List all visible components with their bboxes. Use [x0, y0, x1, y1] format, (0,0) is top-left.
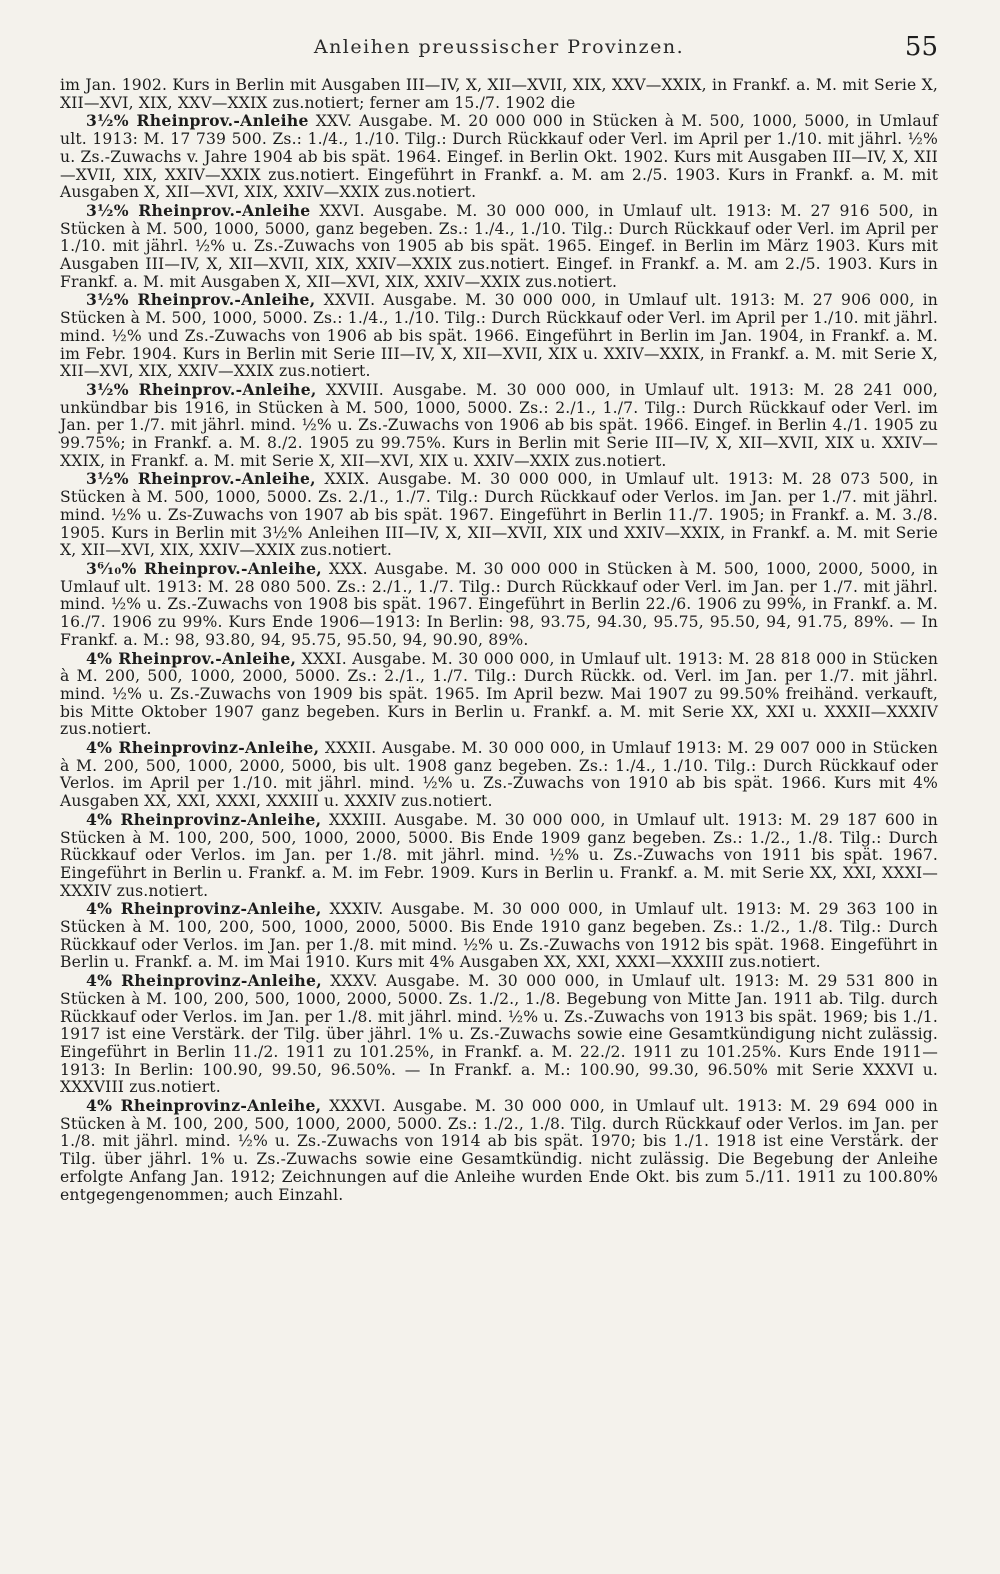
paragraph-11 [60, 972, 938, 1097]
paragraph-heading: 3½% Rheinprov.-Anleihe, [86, 290, 316, 310]
body-text [60, 76, 938, 1204]
paragraph-text: XXVI. Ausgabe. M. 30 000 000, in Umlauf ult. 1913: M. 27 916 500, in Stücken à M. 500, 1000, 5000, ganz begeben. Zs.: 1./4., 1./10. Tilg.: Durch Rückkauf oder Verl. im April per 1./10. mit jährl. ½% u. Zs.-Zuwachs von 1905 ab bis spät. 1965. Eingef. in Berlin im März 1903. Kurs mit Ausgaben III—IV, X, XII—XVII, XIX, XXIV—XXIX zus.notiert. Eingef. in Frankf. a. M. am 2./5. 1903. Kurs in Frankf. a. M. mit Ausgaben X, XII—XVI, XIX, XXIV—XXIX zus.notiert. [60, 201, 938, 291]
page-header [60, 32, 938, 76]
paragraph-heading: 4% Rheinprov.-Anleihe, [86, 648, 297, 668]
paragraph-heading: 4% Rheinprovinz-Anleihe, [86, 971, 322, 991]
paragraph-text: XXXII. Ausgabe. M. 30 000 000, in Umlauf 1913: M. 29 007 000 in Stücken à M. 200, 500, 1000, 2000, 5000, bis ult. 1908 ganz begeben. Zs.: 1./4., 1./10. Tilg.: Durch Rückkauf oder Verlos. im April per 1./10. mit jährl. mind. ½% u. Zs.-Zuwachs von 1910 ab bis spät. 1966. Kurs mit 4% Ausgaben XX, XXI, XXXI, XXXIII u. XXXIV zus.notiert. [60, 739, 938, 811]
paragraph-text: XXXIV. Ausgabe. M. 30 000 000, in Umlauf ult. 1913: M. 29 363 100 in Stücken à M. 100, 200, 500, 1000, 2000, 5000. Bis Ende 1910 ganz begeben. Zs.: 1./2., 1./8. Tilg.: Durch Rückkauf oder Verlos. im Jan. per 1./8. mit mind. ½% u. Zs.-Zuwachs von 1912 bis spät. 1968. Eingeführt in Berlin u. Frankf. a. M. im Mai 1910. Kurs mit 4% Ausgaben XX, XXI, XXXI—XXXIII zus.notiert. [60, 900, 939, 972]
paragraph-heading: 4% Rheinprovinz-Anleihe, [86, 738, 320, 758]
paragraph-10 [60, 900, 938, 972]
page-number: 55 [904, 32, 938, 62]
paragraph-heading: 3½% Rheinprov.-Anleihe [86, 200, 311, 220]
paragraph-text: XXIX. Ausgabe. M. 30 000 000, in Umlauf ult. 1913: M. 28 073 500, in Stücken à M. 500, 1000, 5000. Zs. 2./1., 1./7. Tilg.: Durch Rückkauf oder Verlos. im Jan. per 1./7. mit jährl. mind. ½% u. Zs-Zuwachs von 1907 ab bis spät. 1967. Eingeführt in Berlin 11./7. 1905; in Frankf. a. M. 3./8. 1905. Kurs in Berlin mit 3½% Anleihen III—IV, X, XII—XVII, XIX und XXIV—XXIX, in Frankf. a. M. mit Serie X, XII—XVI, XIX, XXIV—XXIX zus.notiert. [60, 470, 939, 560]
running-title: Anleihen preussischer Provinzen. [313, 36, 685, 58]
paragraph-2 [60, 202, 938, 292]
paragraph-8 [60, 739, 938, 811]
paragraph-text: im Jan. 1902. Kurs in Berlin mit Ausgaben III—IV, X, XII—XVII, XIX, XXV—XXIX, in Frankf. a. M. mit Serie X, XII—XVI, XIX, XXV—XXIX zus.notiert; ferner am 15./7. 1902 die [60, 76, 938, 112]
paragraph-5 [60, 470, 938, 560]
paragraph-heading: 3⁶⁄₁₀% Rheinprov.-Anleihe, [86, 558, 323, 578]
paragraph-9 [60, 811, 938, 901]
paragraph-heading: 4% Rheinprovinz-Anleihe, [86, 809, 322, 829]
paragraph-text: XXXIII. Ausgabe. M. 30 000 000, in Umlauf ult. 1913: M. 29 187 600 in Stücken à M. 100, 200, 500, 1000, 2000, 5000. Bis Ende 1909 ganz begeben. Zs.: 1./2., 1./8. Tilg.: Durch Rückkauf oder Verlos. im Jan. per 1./8. mit jährl. mind. ½% u. Zs.-Zuwachs von 1911 bis spät. 1967. Eingeführt in Berlin u. Frankf. a. M. im Febr. 1909. Kurs in Berlin u. Frankf. a. M. mit Serie XX, XXI, XXXI—XXXIV zus.notiert. [60, 810, 938, 900]
paragraph-3 [60, 291, 938, 381]
paragraph-4 [60, 381, 938, 471]
paragraph-heading: 4% Rheinprovinz-Anleihe, [86, 1096, 322, 1116]
paragraph-heading: 4% Rheinprovinz-Anleihe, [86, 899, 322, 919]
paragraph-text: XXV. Ausgabe. M. 20 000 000 in Stücken à M. 500, 1000, 5000, in Umlauf ult. 1913: M. 17 739 500. Zs.: 1./4., 1./10. Tilg.: Durch Rückkauf oder Verl. im April per 1./10. mit jährl. ½% u. Zs.-Zuwachs v. Jahre 1904 ab bis spät. 1964. Eingef. in Berlin Okt. 1902. Kurs mit Ausgaben III—IV, X, XII—XVII, XIX, XXIV—XXIX zus.notiert. Eingeführt in Frankf. a. M. am 2./5. 1903. Kurs in Frankf. a. M. mit Ausgaben X, XII—XVI, XIX, XXIV—XXIX zus.notiert. [60, 112, 938, 202]
paragraph-text: XXXI. Ausgabe. M. 30 000 000, in Umlauf ult. 1913: M. 28 818 000 in Stücken à M. 200, 500, 1000, 2000, 5000. Zs.: 2./1., 1./7. Tilg.: Durch Rückk. od. Verl. im Jan. per 1./7. mit jährl. mind. ½% u. Zs.-Zuwachs von 1909 bis spät. 1965. Im April bezw. Mai 1907 zu 99.50% freihänd. verkauft, bis Mitte Oktober 1907 ganz begeben. Kurs in Berlin u. Frankf. a. M. mit Serie XX, XXI u. XXXII—XXXIV zus.notiert. [60, 649, 939, 739]
paragraph-text: XXVIII. Ausgabe. M. 30 000 000, in Umlauf ult. 1913: M. 28 241 000, unkündbar bis 1916, in Stücken à M. 500, 1000, 5000. Zs.: 2./1., 1./7. Tilg.: Durch Rückkauf oder Verl. im Jan. per 1./7. mit jährl. mind. ½% u. Zs.-Zuwachs von 1906 ab bis spät. 1966. Eingef. in Berlin 4./1. 1905 zu 99.75%; in Frankf. a. M. 8./2. 1905 zu 99.75%. Kurs in Berlin mit Serie III—IV, X, XII—XVII, XIX u. XXIV—XXIX, in Frankf. a. M. mit Serie X, XII—XVI, XIX u. XXIV—XXIX zus.notiert. [60, 380, 939, 470]
paragraph-text: XXXVI. Ausgabe. M. 30 000 000, in Umlauf ult. 1913: M. 29 694 000 in Stücken à M. 100, 200, 500, 1000, 2000, 5000. Zs.: 1./2., 1./8. Tilg. durch Rückkauf oder Verlos. im Jan. per 1./8. mit jährl. mind. ½% u. Zs.-Zuwachs von 1914 ab bis spät. 1970; bis 1./1. 1918 ist eine Verstärk. der Tilg. über jährl. 1% u. Zs.-Zuwachs sowie eine Gesamtkündig. nicht zulässig. Die Begebung der Anleihe erfolgte Anfang Jan. 1912; Zeichnungen auf die Anleihe wurden Ende Okt. bis zum 5./11. 1911 zu 100.80% entgegengenommen; auch Einzahl. [60, 1097, 938, 1204]
paragraph-7 [60, 650, 938, 740]
paragraph-text: XXVII. Ausgabe. M. 30 000 000, in Umlauf ult. 1913: M. 27 906 000, in Stücken à M. 500, 1000, 5000. Zs.: 1./4., 1./10. Tilg.: Durch Rückkauf oder Verl. im April per 1./10. mit jährl. mind. ½% und Zs.-Zuwachs von 1906 ab bis spät. 1966. Eingeführt in Berlin im Jan. 1904, in Frankf. a. M. im Febr. 1904. Kurs in Berlin mit Serie III—IV, X, XII—XVII, XIX u. XXIV—XXIX, in Frankf. a. M. mit Serie X, XII—XVI, XIX, XXIV—XXIX zus.notiert. [60, 291, 938, 381]
paragraph-1 [60, 112, 938, 202]
paragraph-text: XXXV. Ausgabe. M. 30 000 000, in Umlauf ult. 1913: M. 29 531 800 in Stücken à M. 100, 200, 500, 1000, 2000, 5000. Zs. 1./2., 1./8. Begebung von Mitte Jan. 1911 ab. Tilg. durch Rückkauf oder Verlos. im Jan. per 1./8. mit jährl. mind. ½% u. Zs.-Zuwachs von 1913 bis spät. 1969; bis 1./1. 1917 ist eine Verstärk. der Tilg. über jährl. 1% u. Zs.-Zuwachs sowie eine Gesamtkündigung nicht zulässig. Eingeführt in Berlin 11./2. 1911 zu 101.25%, in Frankf. a. M. 22./2. 1911 zu 101.25%. Kurs Ende 1911—1913: In Berlin: 100.90, 99.50, 96.50%. — In Frankf. a. M.: 100.90, 99.30, 96.50% mit Serie XXXVI u. XXXVIII zus.notiert. [60, 972, 938, 1097]
paragraph-heading: 3½% Rheinprov.-Anleihe, [86, 469, 316, 489]
paragraph-0 [60, 76, 938, 112]
paragraph-12 [60, 1097, 938, 1204]
paragraph-6 [60, 560, 938, 650]
paragraph-heading: 3½% Rheinprov.-Anleihe [86, 111, 309, 131]
paragraph-text: XXX. Ausgabe. M. 30 000 000 in Stücken à M. 500, 1000, 2000, 5000, in Umlauf ult. 1913: M. 28 080 500. Zs.: 2./1., 1./7. Tilg.: Durch Rückkauf oder Verl. im Jan. per 1./7. mit jährl. mind. ½% u. Zs.-Zuwachs von 1908 bis spät. 1967. Eingeführt in Berlin 22./6. 1906 zu 99%, in Frankf. a. M. 16./7. 1906 zu 99%. Kurs Ende 1906—1913: In Berlin: 98, 93.75, 94.30, 95.75, 95.50, 94, 91.75, 89%. — In Frankf. a. M.: 98, 93.80, 94, 95.75, 95.50, 94, 90.90, 89%. [60, 559, 938, 649]
paragraph-heading: 3½% Rheinprov.-Anleihe, [86, 379, 317, 399]
